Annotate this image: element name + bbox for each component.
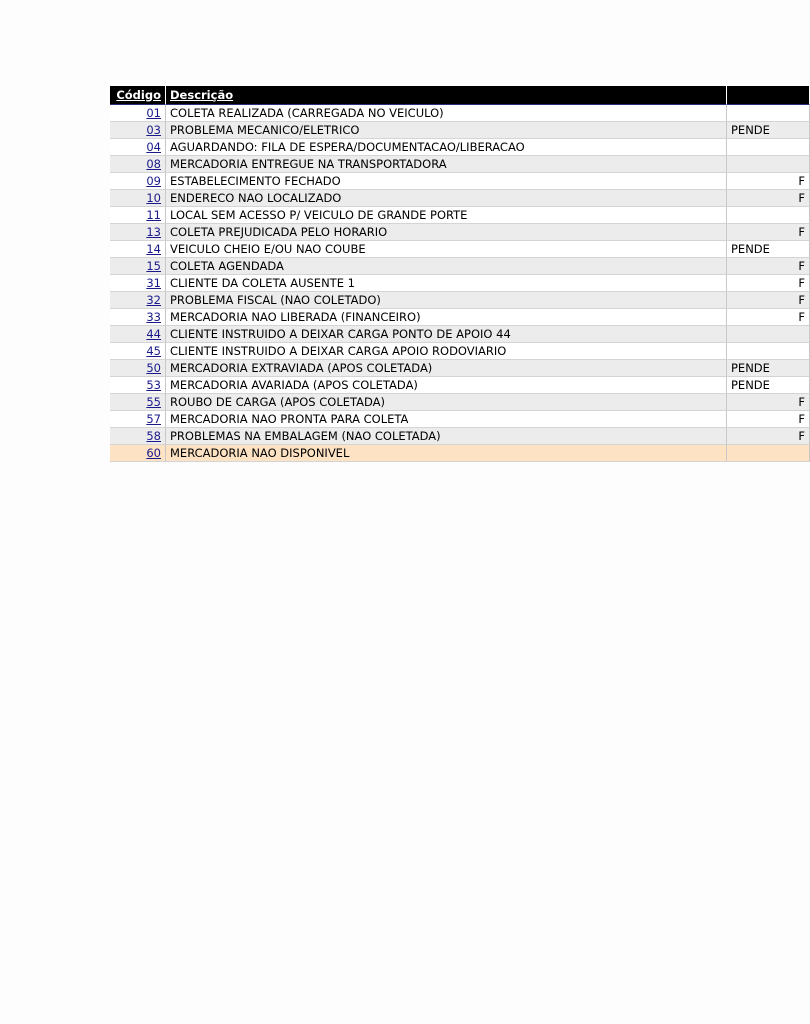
description-cell: COLETA REALIZADA (CARREGADA NO VEICULO): [166, 105, 727, 122]
description-cell: MERCADORIA NAO DISPONIVEL: [166, 445, 727, 462]
description-cell: COLETA AGENDADA: [166, 258, 727, 275]
code-cell: [110, 377, 166, 394]
status-cell: F: [727, 428, 810, 445]
code-link[interactable]: 10: [146, 190, 161, 205]
status-cell: F: [727, 394, 810, 411]
code-cell: [110, 411, 166, 428]
code-link[interactable]: 44: [146, 326, 161, 341]
description-cell: LOCAL SEM ACESSO P/ VEICULO DE GRANDE PORTE: [166, 207, 727, 224]
description-cell: ESTABELECIMENTO FECHADO: [166, 173, 727, 190]
code-cell: [110, 173, 166, 190]
status-cell: PENDE: [727, 360, 810, 377]
code-link[interactable]: 33: [146, 309, 161, 324]
description-cell: CLIENTE INSTRUIDO A DEIXAR CARGA APOIO RODOVIARIO: [166, 343, 727, 360]
code-link[interactable]: 58: [146, 428, 161, 443]
code-cell: [110, 309, 166, 326]
status-cell: [727, 156, 810, 173]
table-row[interactable]: [110, 428, 810, 445]
code-link[interactable]: 11: [146, 207, 161, 222]
code-cell: [110, 122, 166, 139]
table-row[interactable]: [110, 156, 810, 173]
status-cell: F: [727, 258, 810, 275]
code-cell: [110, 139, 166, 156]
code-link[interactable]: 60: [146, 445, 161, 460]
table-row[interactable]: [110, 377, 810, 394]
column-header-description[interactable]: [166, 86, 727, 105]
description-cell: CLIENTE INSTRUIDO A DEIXAR CARGA PONTO DE APOIO 44: [166, 326, 727, 343]
code-link[interactable]: 03: [146, 122, 161, 137]
code-link[interactable]: 13: [146, 224, 161, 239]
description-cell: AGUARDANDO: FILA DE ESPERA/DOCUMENTACAO/LIBERACAO: [166, 139, 727, 156]
column-header-code-label: Código: [116, 87, 161, 102]
status-cell: PENDE: [727, 377, 810, 394]
table-row[interactable]: [110, 173, 810, 190]
code-cell: [110, 360, 166, 377]
column-header-description-label: Descrição: [170, 87, 234, 102]
description-cell: PROBLEMA MECANICO/ELETRICO: [166, 122, 727, 139]
code-cell: [110, 275, 166, 292]
status-cell: [727, 139, 810, 156]
description-cell: CLIENTE DA COLETA AUSENTE 1: [166, 275, 727, 292]
description-cell: ENDERECO NAO LOCALIZADO: [166, 190, 727, 207]
column-header-code[interactable]: [110, 86, 166, 105]
description-cell: MERCADORIA ENTREGUE NA TRANSPORTADORA: [166, 156, 727, 173]
description-cell: ROUBO DE CARGA (APOS COLETADA): [166, 394, 727, 411]
table-row[interactable]: [110, 139, 810, 156]
code-link[interactable]: 53: [146, 377, 161, 392]
status-cell: [727, 105, 810, 122]
code-cell: [110, 224, 166, 241]
code-cell: [110, 394, 166, 411]
code-cell: [110, 445, 166, 462]
code-link[interactable]: 55: [146, 394, 161, 409]
code-cell: [110, 105, 166, 122]
description-cell: MERCADORIA AVARIADA (APOS COLETADA): [166, 377, 727, 394]
status-cell: [727, 326, 810, 343]
code-link[interactable]: 31: [146, 275, 161, 290]
table-row[interactable]: [110, 275, 810, 292]
table-row[interactable]: [110, 207, 810, 224]
description-cell: MERCADORIA NAO LIBERADA (FINANCEIRO): [166, 309, 727, 326]
code-link[interactable]: 15: [146, 258, 161, 273]
code-cell: [110, 258, 166, 275]
status-cell: F: [727, 224, 810, 241]
code-link[interactable]: 14: [146, 241, 161, 256]
table-row[interactable]: [110, 326, 810, 343]
code-link[interactable]: 09: [146, 173, 161, 188]
code-link[interactable]: 57: [146, 411, 161, 426]
status-cell: F: [727, 309, 810, 326]
code-cell: [110, 428, 166, 445]
status-cell: F: [727, 190, 810, 207]
code-cell: [110, 343, 166, 360]
column-header-status[interactable]: [727, 86, 810, 105]
code-link[interactable]: 04: [146, 139, 161, 154]
status-cell: [727, 445, 810, 462]
status-cell: F: [727, 275, 810, 292]
table-row[interactable]: [110, 343, 810, 360]
table-row[interactable]: [110, 224, 810, 241]
code-cell: [110, 190, 166, 207]
table-row[interactable]: [110, 241, 810, 258]
code-link[interactable]: 50: [146, 360, 161, 375]
table-row[interactable]: [110, 360, 810, 377]
table-row[interactable]: [110, 258, 810, 275]
table-row[interactable]: [110, 105, 810, 122]
code-link[interactable]: 01: [146, 105, 161, 120]
code-cell: [110, 326, 166, 343]
code-link[interactable]: 45: [146, 343, 161, 358]
description-cell: COLETA PREJUDICADA PELO HORARIO: [166, 224, 727, 241]
table-row[interactable]: [110, 445, 810, 462]
table-body: [110, 105, 810, 462]
code-cell: [110, 207, 166, 224]
code-link[interactable]: 08: [146, 156, 161, 171]
status-cell: PENDE: [727, 122, 810, 139]
description-cell: VEICULO CHEIO E/OU NAO COUBE: [166, 241, 727, 258]
table-header-row: [110, 86, 810, 105]
table-row[interactable]: [110, 309, 810, 326]
table-row[interactable]: [110, 122, 810, 139]
table-row[interactable]: [110, 190, 810, 207]
code-cell: [110, 156, 166, 173]
table-row[interactable]: [110, 394, 810, 411]
description-cell: PROBLEMAS NA EMBALAGEM (NAO COLETADA): [166, 428, 727, 445]
description-cell: PROBLEMA FISCAL (NAO COLETADO): [166, 292, 727, 309]
code-cell: [110, 241, 166, 258]
occurrence-codes-table: [110, 86, 810, 462]
status-cell: F: [727, 411, 810, 428]
table-row[interactable]: [110, 292, 810, 309]
description-cell: MERCADORIA EXTRAVIADA (APOS COLETADA): [166, 360, 727, 377]
table-row[interactable]: [110, 411, 810, 428]
code-link[interactable]: 32: [146, 292, 161, 307]
status-cell: PENDE: [727, 241, 810, 258]
status-cell: F: [727, 173, 810, 190]
code-cell: [110, 292, 166, 309]
status-cell: [727, 343, 810, 360]
status-cell: F: [727, 292, 810, 309]
status-cell: [727, 207, 810, 224]
description-cell: MERCADORIA NAO PRONTA PARA COLETA: [166, 411, 727, 428]
